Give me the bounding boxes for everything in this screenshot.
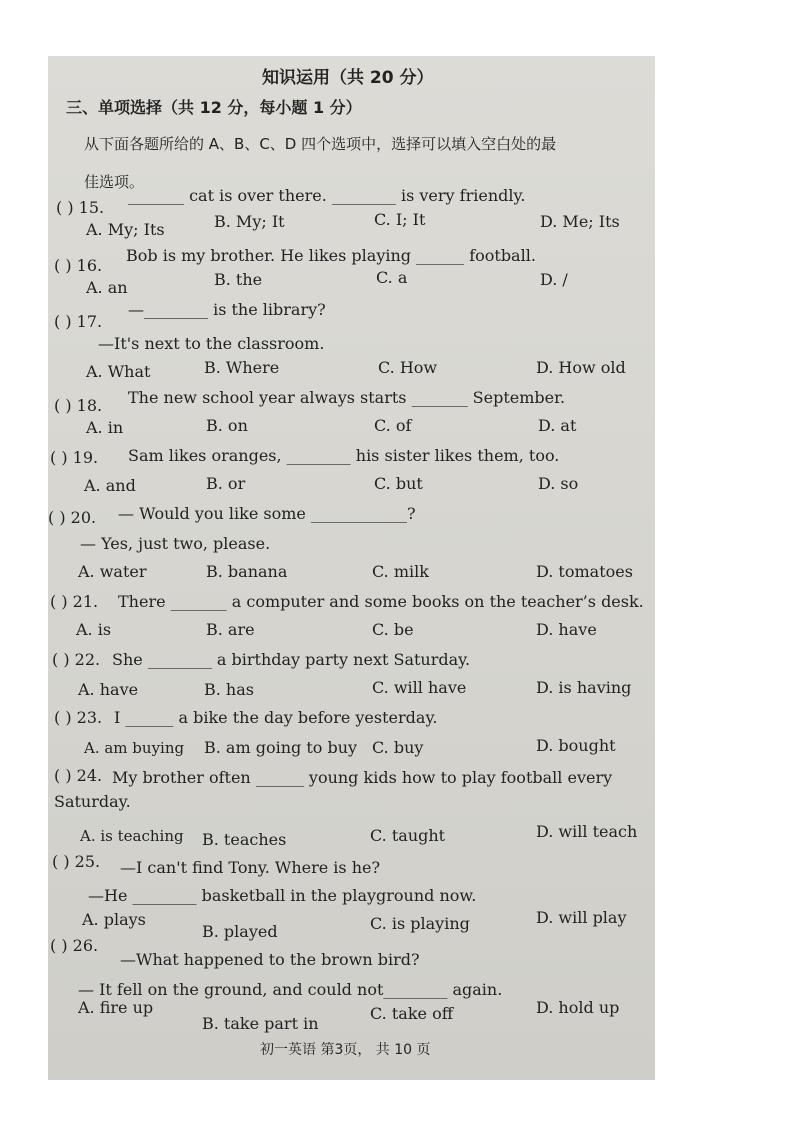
option-a: A. My; Its bbox=[86, 220, 165, 239]
question-number: ( ) 20. bbox=[48, 508, 97, 527]
option-b: B. played bbox=[202, 922, 278, 941]
option-c: C. I; It bbox=[374, 210, 426, 229]
option-b: B. teaches bbox=[202, 830, 287, 849]
question-number: ( ) 21. bbox=[50, 592, 99, 611]
option-a: A. am buying bbox=[84, 739, 185, 757]
question-number: ( ) 17. bbox=[54, 312, 103, 331]
option-c: C. buy bbox=[372, 738, 424, 757]
instructions-line-2: 佳选项。 bbox=[84, 173, 145, 191]
instructions-line-1: 从下面各题所给的 A、B、C、D 四个选项中，选择可以填入空白处的最 bbox=[84, 135, 557, 153]
option-d: D. will play bbox=[536, 908, 627, 927]
option-d: D. at bbox=[538, 416, 577, 435]
section-title: 知识运用（共 20 分） bbox=[262, 68, 434, 88]
question-stem: —What happened to the brown bird? bbox=[120, 950, 420, 969]
question-stem-line-2: — Yes, just two, please. bbox=[80, 534, 271, 553]
question-stem: _______ cat is over there. ________ is very friendly. bbox=[128, 186, 526, 205]
option-c: C. of bbox=[374, 416, 412, 435]
option-b: B. has bbox=[204, 680, 254, 699]
option-b: B. take part in bbox=[202, 1014, 319, 1033]
question-stem-line-2: Saturday. bbox=[54, 792, 131, 811]
part-heading: 三、单项选择（共 12 分，每小题 1 分） bbox=[66, 98, 362, 117]
option-a: A. What bbox=[86, 362, 151, 381]
question-number: ( ) 16. bbox=[54, 256, 103, 275]
question-stem: My brother often ______ young kids how to play football every bbox=[112, 768, 613, 787]
option-c: C. taught bbox=[370, 826, 446, 845]
option-d: D. tomatoes bbox=[536, 562, 633, 581]
option-a: A. in bbox=[86, 418, 124, 437]
option-a: A. an bbox=[86, 278, 128, 297]
option-b: B. or bbox=[206, 474, 246, 493]
option-c: C. a bbox=[376, 268, 408, 287]
question-stem: She ________ a birthday party next Saturday. bbox=[112, 650, 471, 669]
question-stem: There _______ a computer and some books on the teacher’s desk. bbox=[118, 592, 644, 611]
option-b: B. am going to buy bbox=[204, 738, 358, 757]
option-d: D. bought bbox=[536, 736, 616, 755]
option-a: A. have bbox=[78, 680, 139, 699]
question-number: ( ) 15. bbox=[56, 198, 105, 217]
option-c: C. How bbox=[378, 358, 438, 377]
option-b: B. are bbox=[206, 620, 255, 639]
option-d: D. have bbox=[536, 620, 597, 639]
question-stem: —________ is the library? bbox=[128, 300, 326, 319]
option-b: B. on bbox=[206, 416, 248, 435]
option-c: C. be bbox=[372, 620, 414, 639]
option-b: B. Where bbox=[204, 358, 280, 377]
option-d: D. How old bbox=[536, 358, 626, 377]
question-stem: —I can't find Tony. Where is he? bbox=[120, 858, 381, 877]
option-c: C. take off bbox=[370, 1004, 454, 1023]
question-stem: I ______ a bike the day before yesterday. bbox=[114, 708, 438, 727]
question-number: ( ) 23. bbox=[54, 708, 103, 727]
option-b: B. banana bbox=[206, 562, 288, 581]
option-c: C. but bbox=[374, 474, 423, 493]
page-footer: 初一英语 第3页， 共 10 页 bbox=[260, 1042, 431, 1058]
question-stem-line-2: —He ________ basketball in the playground now. bbox=[88, 886, 477, 905]
option-c: C. milk bbox=[372, 562, 429, 581]
option-d: D. Me; Its bbox=[540, 212, 620, 231]
option-d: D. is having bbox=[536, 678, 632, 697]
option-a: A. is bbox=[76, 620, 112, 639]
option-d: D. hold up bbox=[536, 998, 620, 1017]
question-stem: — Would you like some ____________? bbox=[118, 504, 416, 523]
question-number: ( ) 18. bbox=[54, 396, 103, 415]
option-c: C. is playing bbox=[370, 914, 470, 933]
option-d: D. will teach bbox=[536, 822, 638, 841]
option-b: B. the bbox=[214, 270, 263, 289]
question-stem: Bob is my brother. He likes playing ______ football. bbox=[126, 246, 536, 265]
option-a: A. plays bbox=[82, 910, 146, 929]
option-d: D. / bbox=[540, 270, 568, 289]
question-stem-line-2: —It's next to the classroom. bbox=[98, 334, 325, 353]
question-number: ( ) 19. bbox=[50, 448, 99, 467]
question-number: ( ) 22. bbox=[52, 650, 101, 669]
question-number: ( ) 26. bbox=[50, 936, 99, 955]
question-number: ( ) 24. bbox=[54, 766, 103, 785]
option-c: C. will have bbox=[372, 678, 467, 697]
question-number: ( ) 25. bbox=[52, 852, 101, 871]
option-d: D. so bbox=[538, 474, 579, 493]
option-a: A. is teaching bbox=[80, 827, 184, 845]
option-a: A. fire up bbox=[78, 998, 154, 1017]
exam-page bbox=[48, 56, 655, 1080]
option-a: A. and bbox=[84, 476, 136, 495]
option-b: B. My; It bbox=[214, 212, 285, 231]
option-a: A. water bbox=[78, 562, 147, 581]
question-stem-line-2: — It fell on the ground, and could not________ again. bbox=[78, 980, 503, 999]
question-stem: Sam likes oranges, ________ his sister likes them, too. bbox=[128, 446, 560, 465]
question-stem: The new school year always starts _______ September. bbox=[128, 388, 566, 407]
